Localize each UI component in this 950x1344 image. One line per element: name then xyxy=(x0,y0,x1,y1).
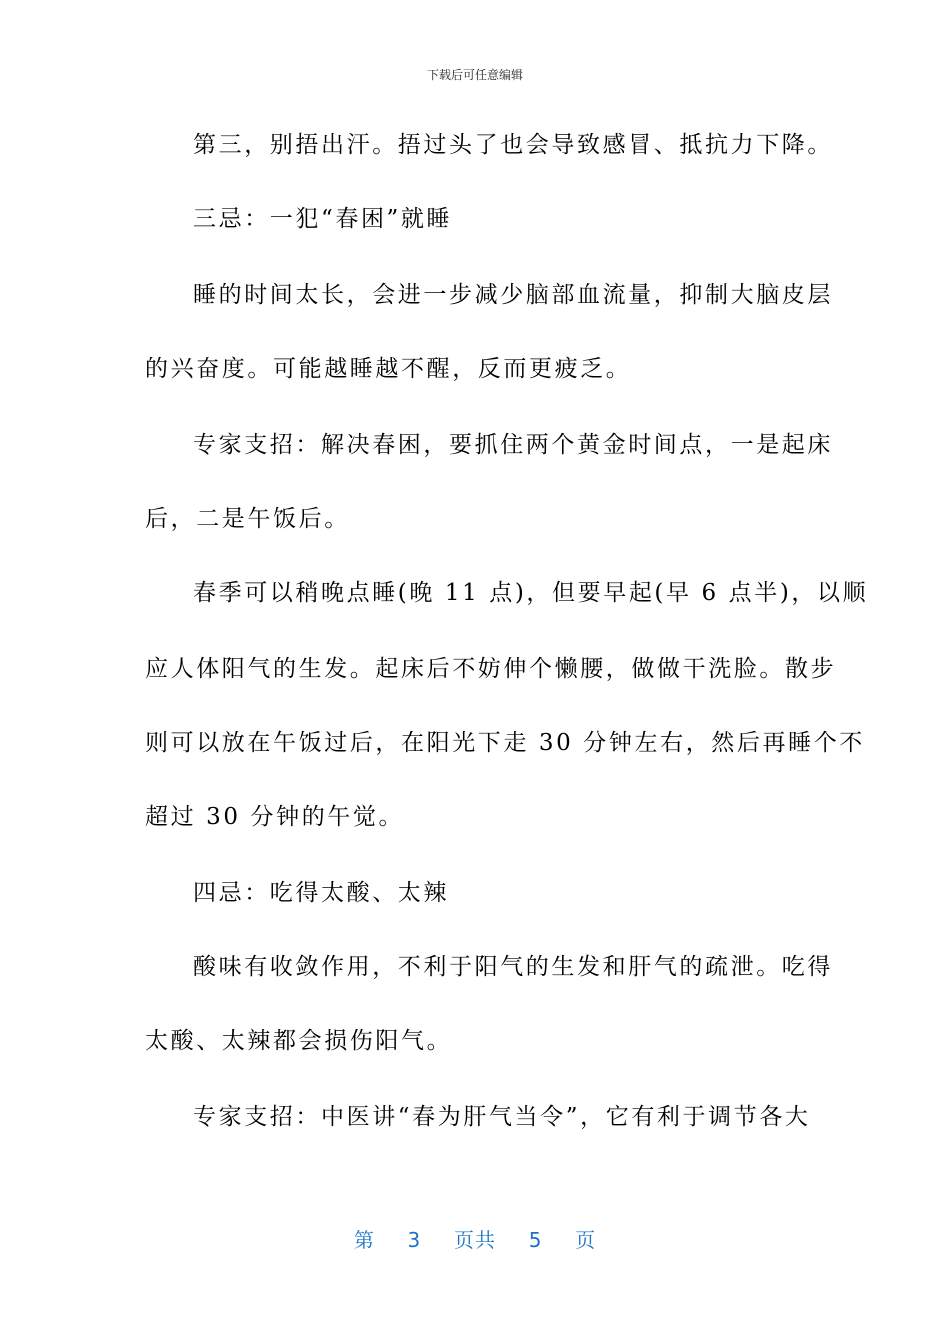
paragraph-line: 的兴奋度。可能越睡越不醒，反而更疲乏。 xyxy=(145,356,632,382)
page-total: 5 xyxy=(528,1228,543,1252)
paragraph-line: 第三，别捂出汗。捂过头了也会导致感冒、抵抗力下降。 xyxy=(193,132,833,158)
section-heading: 四忌：吃得太酸、太辣 xyxy=(193,880,449,906)
paragraph-line: 睡的时间太长，会进一步减少脑部血流量，抑制大脑皮层 xyxy=(193,282,833,308)
paragraph-line: 专家支招：解决春困，要抓住两个黄金时间点，一是起床 xyxy=(193,432,833,458)
paragraph-line: 超过 30 分钟的午觉。 xyxy=(145,804,405,830)
page-suffix: 页 xyxy=(575,1228,597,1252)
section-heading: 三忌：一犯“春困”就睡 xyxy=(193,206,453,232)
page-middle: 页共 xyxy=(454,1228,496,1252)
paragraph-line: 太酸、太辣都会损伤阳气。 xyxy=(145,1028,453,1054)
header-note: 下载后可任意编辑 xyxy=(426,68,523,82)
paragraph-line: 则可以放在午饭过后，在阳光下走 30 分钟左右，然后再睡个不 xyxy=(145,730,865,756)
page-number-footer xyxy=(0,1224,950,1253)
page-current: 3 xyxy=(407,1228,422,1252)
page-prefix: 第 xyxy=(353,1228,375,1252)
paragraph-line: 应人体阳气的生发。起床后不妨伸个懒腰，做做干洗脸。散步 xyxy=(145,656,837,682)
paragraph-line: 后，二是午饭后。 xyxy=(145,506,350,532)
paragraph-line: 酸味有收敛作用，不利于阳气的生发和肝气的疏泄。吃得 xyxy=(193,954,833,980)
paragraph-line: 专家支招：中医讲“春为肝气当令”，它有利于调节各大 xyxy=(193,1104,811,1130)
paragraph-line: 春季可以稍晚点睡(晚 11 点)，但要早起(早 6 点半)，以顺 xyxy=(193,580,869,606)
